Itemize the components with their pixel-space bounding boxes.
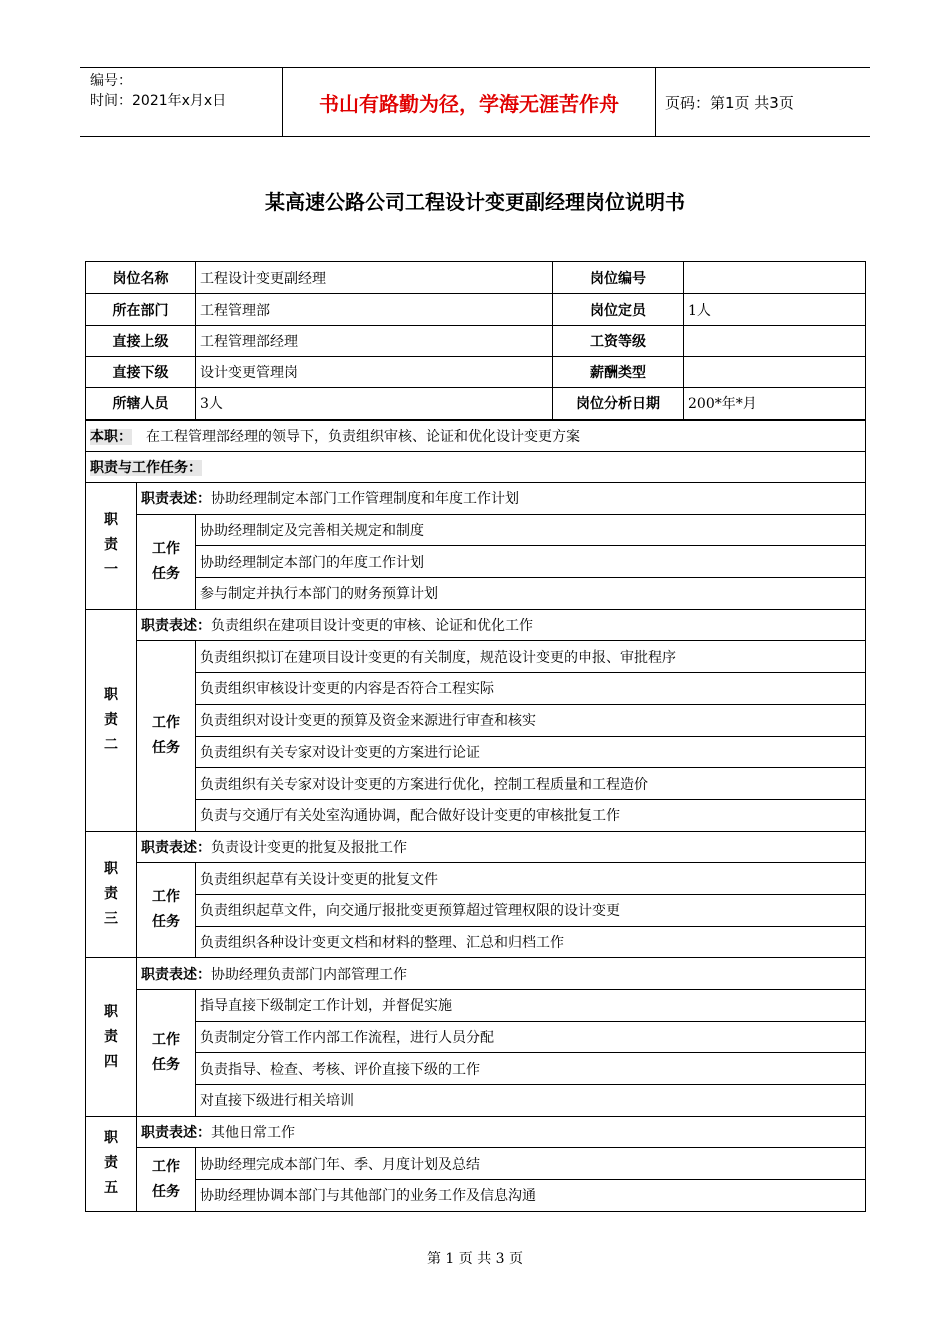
task-item: 负责组织起草文件，向交通厅报批变更预算超过管理权限的设计变更	[196, 894, 866, 926]
task-item: 参与制定并执行本部门的财务预算计划	[196, 578, 866, 610]
duty-name	[86, 1116, 137, 1211]
duty-statement-text: 协助经理负责部门内部管理工作	[211, 966, 407, 983]
department-value: 工程管理部	[196, 294, 553, 326]
task-label-line: 工作	[152, 889, 180, 906]
task-label-line: 工作	[152, 715, 180, 731]
duty-statement-label: 职责表述：	[141, 966, 211, 983]
task-item: 协助经理协调本部门与其他部门的业务工作及信息沟通	[196, 1180, 866, 1212]
task-item: 负责组织对设计变更的预算及资金来源进行审查和核实	[196, 704, 866, 736]
position-no-label: 岗位编号	[553, 262, 684, 294]
task-label-line: 任务	[152, 1183, 180, 1200]
core-duty-text: 在工程管理部经理的领导下，负责组织审核、论证和优化设计变更方案	[146, 428, 580, 445]
duty-name-char: 职	[104, 686, 118, 703]
duty-name-char: 责	[104, 885, 118, 902]
task-item: 指导直接下级制定工作计划，并督促实施	[196, 990, 866, 1022]
task-row	[86, 514, 866, 546]
document-title: 某高速公路公司工程设计变更副经理岗位说明书	[265, 190, 685, 214]
task-row	[86, 990, 866, 1022]
duty-name	[86, 958, 137, 1116]
task-item: 协助经理制定及完善相关规定和制度	[196, 514, 866, 546]
task-row	[86, 799, 866, 831]
duty-statement-label: 职责表述：	[141, 839, 211, 856]
salary-type-label: 薪酬类型	[553, 357, 684, 388]
task-row	[86, 736, 866, 768]
duty-name-char: 责	[104, 1155, 118, 1172]
header-meta	[80, 68, 283, 136]
task-label-line: 工作	[152, 540, 180, 557]
duty-statement-row	[86, 609, 866, 641]
duty-name-char: 责	[104, 1028, 118, 1045]
duty-statement-row	[86, 483, 866, 515]
duty-name	[86, 483, 137, 610]
task-item: 负责与交通厅有关处室沟通协调，配合做好设计变更的审核批复工作	[196, 799, 866, 831]
task-label-line: 任务	[152, 565, 180, 582]
number-label: 编号：	[90, 73, 132, 89]
salary-type-value	[684, 357, 866, 388]
task-row	[86, 578, 866, 610]
duty-statement-text: 其他日常工作	[211, 1125, 295, 1142]
core-duty-cell	[86, 420, 866, 452]
headcount-value: 1人	[684, 294, 866, 326]
superior-value: 工程管理部经理	[196, 326, 553, 357]
task-item: 负责制定分管工作内部工作流程，进行人员分配	[196, 1021, 866, 1053]
core-duty-label: 本职：	[90, 428, 132, 445]
duty-name-char: 责	[104, 537, 118, 554]
position-name-label: 岗位名称	[86, 262, 196, 294]
task-label	[137, 514, 196, 609]
subordinate-value: 设计变更管理岗	[196, 357, 553, 388]
duty-statement	[137, 958, 866, 990]
task-label-line: 任务	[152, 914, 180, 931]
duty-name-char: 五	[104, 1180, 118, 1197]
task-label	[137, 990, 196, 1117]
task-item: 负责组织各种设计变更文档和材料的整理、汇总和归档工作	[196, 926, 866, 958]
duty-statement-label: 职责表述：	[141, 1125, 211, 1142]
duty-name-char: 职	[104, 1003, 118, 1020]
task-row	[86, 768, 866, 800]
duty-name-char: 职	[104, 512, 118, 529]
header-slogan: 书山有路勤为径，学海无涯苦作舟	[283, 68, 656, 136]
duty-statement-label: 职责表述：	[141, 618, 211, 635]
duty-name-char: 职	[104, 1130, 118, 1147]
task-item: 负责组织有关专家对设计变更的方案进行优化，控制工程质量和工程造价	[196, 768, 866, 800]
duty-name-char: 三	[104, 910, 118, 927]
task-item: 负责指导、检查、考核、评价直接下级的工作	[196, 1053, 866, 1085]
duties-heading-cell	[86, 452, 866, 483]
duty-statement-text: 负责组织在建项目设计变更的审核、论证和优化工作	[211, 618, 533, 635]
time-label: 时间：2021年x月x日	[90, 93, 227, 109]
duty-name-char: 二	[104, 736, 118, 753]
duty-name	[86, 831, 137, 958]
task-row	[86, 1085, 866, 1117]
row-superior	[86, 326, 866, 357]
duty-statement-row	[86, 1116, 866, 1148]
analysis-date-label: 岗位分析日期	[553, 388, 684, 420]
task-row	[86, 1053, 866, 1085]
duty-statement-row	[86, 831, 866, 863]
task-item: 协助经理制定本部门的年度工作计划	[196, 546, 866, 578]
task-row	[86, 704, 866, 736]
staff-value: 3人	[196, 388, 553, 420]
task-row	[86, 926, 866, 958]
department-label: 所在部门	[86, 294, 196, 326]
task-row	[86, 1021, 866, 1053]
header-page-info: 页码：第1页 共3页	[665, 93, 794, 112]
task-item: 负责组织起草有关设计变更的批复文件	[196, 863, 866, 895]
duty-statement	[137, 1116, 866, 1148]
wage-level-label: 工资等级	[553, 326, 684, 357]
duty-statement-text: 负责设计变更的批复及报批工作	[211, 839, 407, 856]
row-staff	[86, 388, 866, 420]
task-label-line: 任务	[152, 740, 180, 756]
wage-level-value	[684, 326, 866, 357]
task-row	[86, 641, 866, 673]
duty-name-char: 职	[104, 860, 118, 877]
duty-statement-row	[86, 958, 866, 990]
duty-statement	[137, 831, 866, 863]
page-footer: 第 1 页 共 3 页	[426, 1251, 524, 1267]
row-duties-heading	[86, 452, 866, 483]
task-label	[137, 863, 196, 958]
duty-statement	[137, 609, 866, 641]
subordinate-label: 直接下级	[86, 357, 196, 388]
page-header	[80, 67, 870, 137]
task-row	[86, 894, 866, 926]
duty-name-char: 一	[104, 562, 118, 579]
duty-statement-label: 职责表述：	[141, 491, 211, 508]
duty-statement-text: 协助经理制定本部门工作管理制度和年度工作计划	[211, 491, 519, 508]
row-core-duty	[86, 420, 866, 452]
duty-statement	[137, 483, 866, 515]
staff-label: 所辖人员	[86, 388, 196, 420]
task-row	[86, 1180, 866, 1212]
task-item: 负责组织审核设计变更的内容是否符合工程实际	[196, 673, 866, 705]
task-label-line: 任务	[152, 1056, 180, 1073]
task-row	[86, 863, 866, 895]
task-item: 协助经理完成本部门年、季、月度计划及总结	[196, 1148, 866, 1180]
position-no-value	[684, 262, 866, 294]
duties-heading: 职责与工作任务：	[90, 460, 202, 476]
task-row	[86, 546, 866, 578]
task-label	[137, 641, 196, 831]
headcount-label: 岗位定员	[553, 294, 684, 326]
duty-name-char: 四	[104, 1053, 118, 1070]
task-label-line: 工作	[152, 1158, 180, 1175]
row-department	[86, 294, 866, 326]
task-label-line: 工作	[152, 1031, 180, 1048]
superior-label: 直接上级	[86, 326, 196, 357]
duty-name	[86, 609, 137, 831]
task-item: 对直接下级进行相关培训	[196, 1085, 866, 1117]
duty-name-char: 责	[104, 711, 118, 728]
task-row	[86, 673, 866, 705]
position-name-value: 工程设计变更副经理	[196, 262, 553, 294]
task-item: 负责组织有关专家对设计变更的方案进行论证	[196, 736, 866, 768]
analysis-date-value: 200*年*月	[684, 388, 866, 420]
row-position-name	[86, 262, 866, 294]
task-row	[86, 1148, 866, 1180]
job-description-table	[85, 261, 866, 1212]
row-subordinate	[86, 357, 866, 388]
task-item: 负责组织拟订在建项目设计变更的有关制度，规范设计变更的申报、审批程序	[196, 641, 866, 673]
task-label	[137, 1148, 196, 1211]
